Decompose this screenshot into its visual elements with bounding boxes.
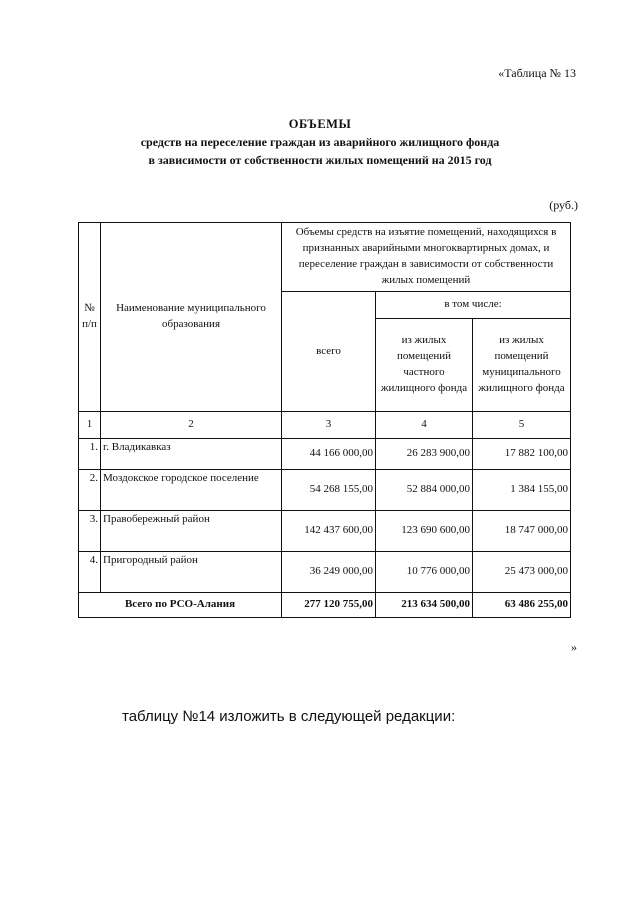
row-municipal: 1 384 155,00 — [473, 470, 571, 511]
row-num: 2. — [79, 470, 101, 511]
title-block — [0, 117, 640, 168]
header-municipal: из жилых помещений муниципального жилищного фонда — [473, 319, 571, 412]
totals-row — [79, 593, 571, 618]
row-num: 4. — [79, 552, 101, 593]
table-header-row — [79, 223, 571, 292]
allocation-table — [78, 222, 571, 618]
row-private: 10 776 000,00 — [376, 552, 473, 593]
row-total: 142 437 600,00 — [282, 511, 376, 552]
column-number-row — [79, 412, 571, 439]
table-label: «Таблица № 13 — [498, 66, 576, 80]
totals-private: 213 634 500,00 — [376, 593, 473, 618]
row-num: 1. — [79, 439, 101, 470]
document-subtitle-1: средств на переселение граждан из аварийного жилищного фонда — [140, 135, 500, 149]
header-including: в том числе: — [376, 292, 571, 319]
row-name: Правобережный район — [101, 511, 282, 552]
row-name: Пригородный район — [101, 552, 282, 593]
header-total: всего — [282, 292, 376, 412]
row-name: Моздокское городское поселение — [101, 470, 282, 511]
row-private: 26 283 900,00 — [376, 439, 473, 470]
row-total: 44 166 000,00 — [282, 439, 376, 470]
table-row — [79, 552, 571, 593]
totals-municipal: 63 486 255,00 — [473, 593, 571, 618]
table-row — [79, 511, 571, 552]
table-row — [79, 439, 571, 470]
units-label: (руб.) — [549, 198, 578, 212]
row-private: 123 690 600,00 — [376, 511, 473, 552]
totals-label: Всего по РСО-Алания — [79, 593, 282, 618]
document-subtitle-2: в зависимости от собственности жилых помещений на 2015 год — [148, 153, 492, 167]
row-total: 36 249 000,00 — [282, 552, 376, 593]
closing-quote: » — [571, 640, 577, 654]
totals-total: 277 120 755,00 — [282, 593, 376, 618]
column-number: 1 — [79, 412, 101, 439]
column-number: 3 — [282, 412, 376, 439]
column-number: 5 — [473, 412, 571, 439]
row-num: 3. — [79, 511, 101, 552]
header-group: Объемы средств на изъятие помещений, находящихся в признанных аварийными многоквартирных домах, и переселение граждан в зависимости от собственности жилых помещений — [282, 223, 571, 292]
row-private: 52 884 000,00 — [376, 470, 473, 511]
row-municipal: 18 747 000,00 — [473, 511, 571, 552]
header-num: № п/п — [79, 223, 101, 412]
instruction-text: таблицу №14 изложить в следующей редакции: — [122, 708, 456, 725]
header-name: Наименование муниципального образования — [101, 223, 282, 412]
row-total: 54 268 155,00 — [282, 470, 376, 511]
column-number: 2 — [101, 412, 282, 439]
table-row — [79, 470, 571, 511]
column-number: 4 — [376, 412, 473, 439]
row-name: г. Владикавказ — [101, 439, 282, 470]
document-title: ОБЪЕМЫ — [288, 117, 352, 131]
row-municipal: 17 882 100,00 — [473, 439, 571, 470]
header-private: из жилых помещений частного жилищного фонда — [376, 319, 473, 412]
row-municipal: 25 473 000,00 — [473, 552, 571, 593]
